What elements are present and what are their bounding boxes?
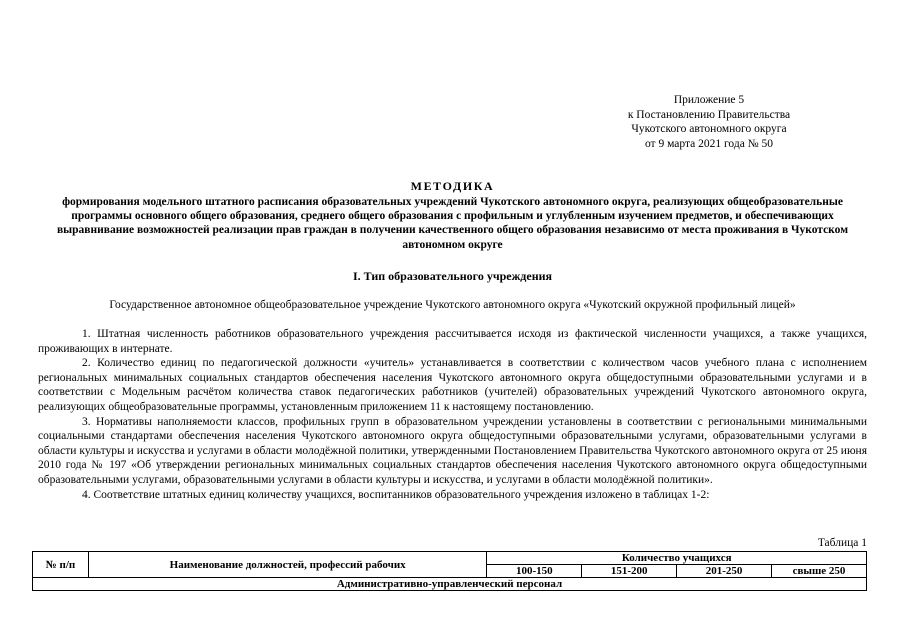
header-position: Наименование должностей, профессий рабочих [88,552,486,578]
header-student-count: Количество учащихся [487,552,867,565]
appendix-line: Чукотского автономного округа [631,123,787,136]
paragraph-3: 3. Нормативы наполняемости классов, профильных групп в образовательном учреждении установлены в соответствии с региональными минимальными социальными стандартами обеспечения населения Чукотского автономного округа общедоступными образовательными услугами, образовательными услугами в области культуры и искусства и услугами в области молодёжной политики, утвержденными Постановлением Правительства Чукотского автономного округа от 25 июня 2010 года № 197 «Об утверждении региональных минимальных социальных стандартов обеспечения населения Чукотского автономного округа общедоступными образовательными услугами, образовательными услугами в области культуры и искусства, и услугами в области молодёжной политики». [38,415,867,486]
staff-table [32,551,867,591]
body-paragraphs [38,327,867,502]
table-section-row [33,578,867,591]
paragraph-2: 2. Количество единиц по педагогической должности «учитель» устанавливается в соответствии с количеством часов учебного плана с исполнением региональных минимальных социальных стандартов обеспечения населения Чукотского автономного округа общедоступными образовательными услугами и в соответствии с Модельным расчётом количества ставок педагогических работников (учителей) образовательных учреждений Чукотского автономного округа, реализующих общеобразовательные программы, установленным приложением 11 к настоящему постановлению. [38,357,867,413]
appendix-line: к Постановлению Правительства [627,108,791,121]
institution-name: Государственное автономное общеобразовательное учреждение Чукотского автономного округа «Чукотский окружной профильный лицей» [109,299,796,311]
document-subtitle: формирования модельного штатного расписания образовательных учреждений Чукотского автономного округа, реализующих общеобразовательные программы основного общего образования, среднего общего образования с профильным и углубленным изучением предметов, и обеспечивающих выравнивание возможностей реализации прав граждан в получении качественного общего образования независимо от места проживания в Чукотском автономном округе [56,196,849,251]
paragraph-4: 4. Соответствие штатных единиц количеству учащихся, воспитанников образовательного учреждения изложено в таблицах 1-2: [82,488,710,501]
header-range: свыше 250 [772,565,867,578]
section-heading: I. Тип образовательного учреждения [352,269,553,283]
section-row-label: Административно-управленческий персонал [33,578,867,591]
table-header-row [33,552,867,565]
header-range: 100-150 [487,565,582,578]
appendix-line: Приложение 5 [673,94,745,106]
paragraph-1: 1. Штатная численность работников образовательного учреждения рассчитывается исходя из фактической численности учащихся, а также учащихся, проживающих в интернате. [38,328,867,355]
header-range: 201-250 [677,565,772,578]
appendix-line: от 9 марта 2021 года № 50 [644,137,774,150]
appendix-reference [598,93,820,151]
document-title: МЕТОДИКА [410,179,495,193]
header-range: 151-200 [582,565,677,578]
table-caption: Таблица 1 [817,537,867,549]
header-number: № п/п [33,552,89,578]
